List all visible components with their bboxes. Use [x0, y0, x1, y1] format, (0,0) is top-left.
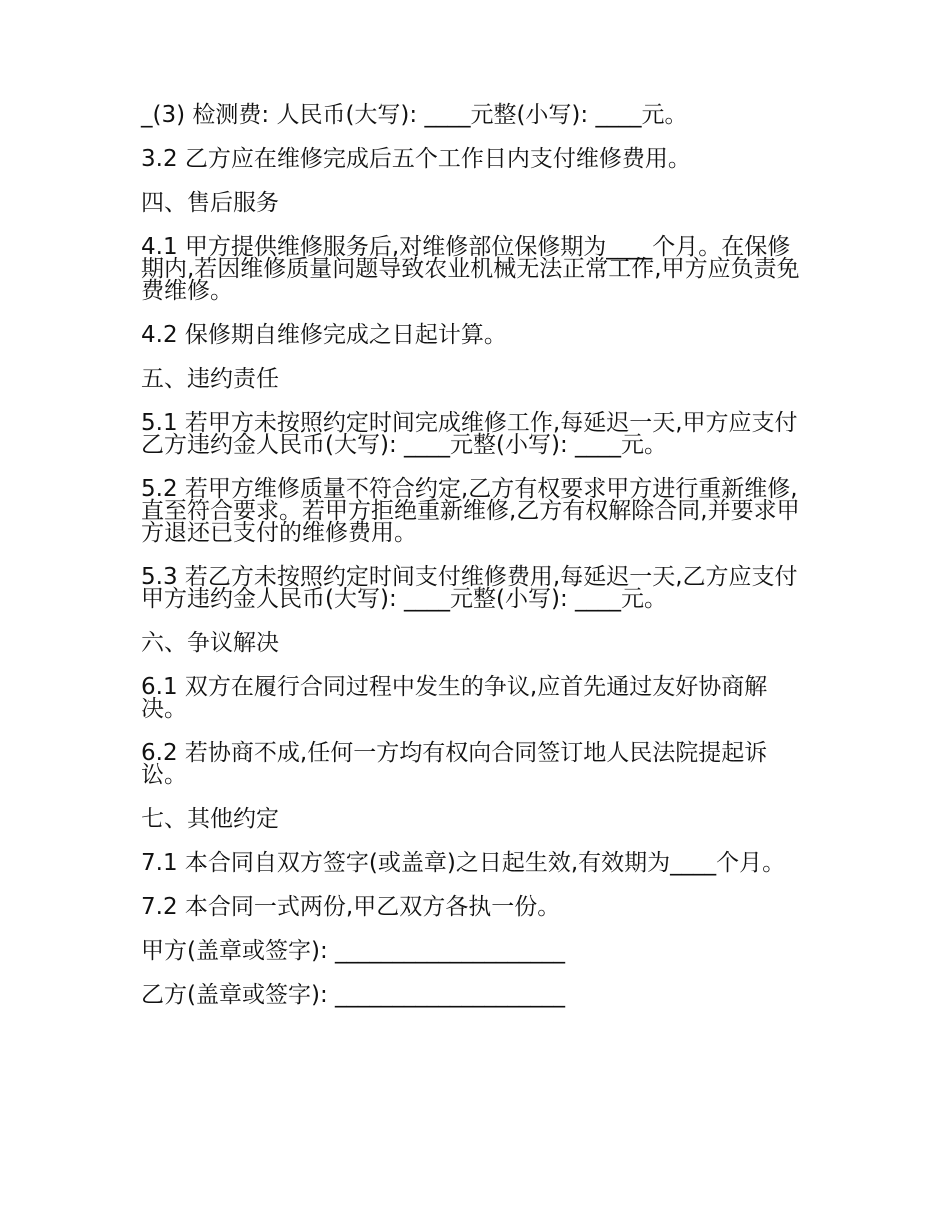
signature-party-a: 甲方(盖章或签字): ____________________: [141, 938, 566, 964]
clause-5-2-quality: 5.2 若甲方维修质量不符合约定,乙方有权要求甲方进行重新维修,直至符合要求。若甲方拒绝重新维修,乙方有权解除合同,并要求甲方退还已支付的维修费用。: [141, 476, 800, 546]
section-heading-liability: 五、违约责任: [141, 366, 279, 392]
section-heading-dispute: 六、争议解决: [141, 630, 279, 656]
clause-6-2-litigation: 6.2 若协商不成,任何一方均有权向合同签订地人民法院提起诉讼。: [141, 740, 768, 788]
clause-3-2-payment-deadline: 3.2 乙方应在维修完成后五个工作日内支付维修费用。: [141, 146, 691, 172]
clause-6-1-negotiation: 6.1 双方在履行合同过程中发生的争议,应首先通过友好协商解决。: [141, 674, 768, 722]
section-heading-other: 七、其他约定: [141, 806, 279, 832]
clause-4-1-warranty: 4.1 甲方提供维修服务后,对维修部位保修期为____个月。在保修期内,若因维修质量问题导致农业机械无法正常工作,甲方应负责免费维修。: [141, 234, 800, 304]
clause-7-2-copies: 7.2 本合同一式两份,甲乙双方各执一份。: [141, 894, 561, 920]
clause-5-1-party-a-delay: 5.1 若甲方未按照约定时间完成维修工作,每延迟一天,甲方应支付乙方违约金人民币(大写): ____元整(小写): ____元。: [141, 410, 798, 458]
clause-7-1-effective: 7.1 本合同自双方签字(或盖章)之日起生效,有效期为____个月。: [141, 850, 786, 876]
clause-4-2-warranty-start: 4.2 保修期自维修完成之日起计算。: [141, 322, 507, 348]
clause-5-3-party-b-delay: 5.3 若乙方未按照约定时间支付维修费用,每延迟一天,乙方应支付甲方违约金人民币(大写): ____元整(小写): ____元。: [141, 564, 798, 612]
clause-3-1-3-inspection-fee: _(3) 检测费: 人民币(大写): ____元整(小写): ____元。: [141, 102, 688, 128]
signature-party-b: 乙方(盖章或签字): ____________________: [141, 982, 566, 1008]
section-heading-after-sales: 四、售后服务: [141, 190, 279, 216]
contract-page: [141, 104, 811, 1028]
